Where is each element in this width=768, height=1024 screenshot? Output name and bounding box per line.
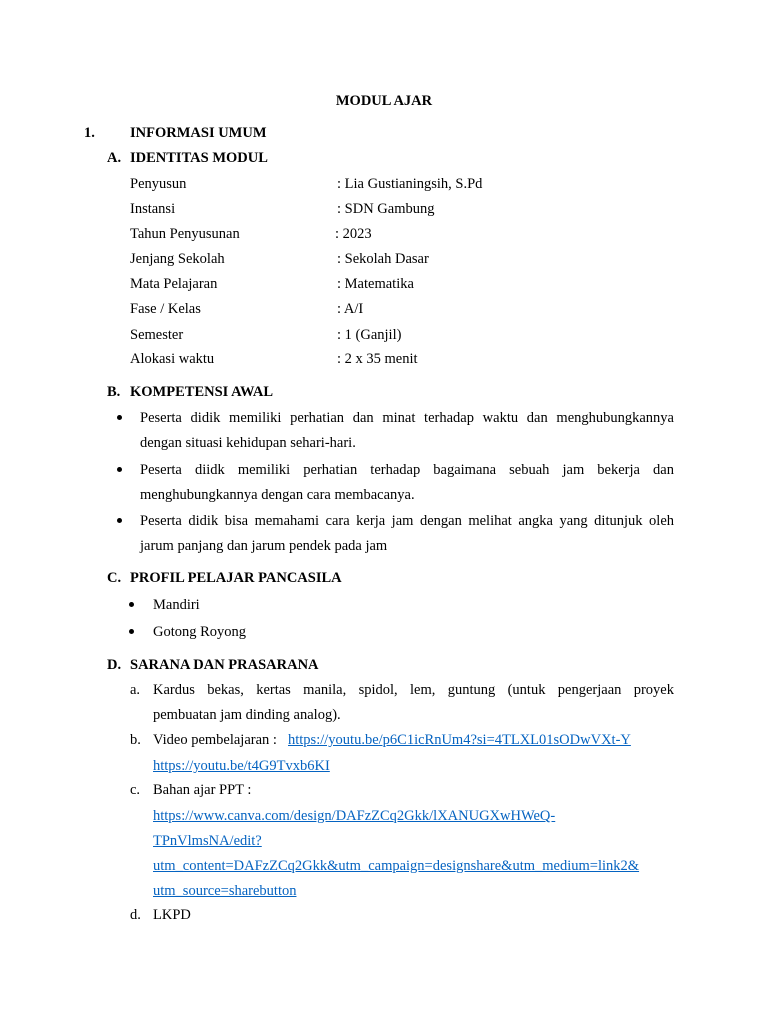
identity-value: : 2023: [335, 226, 372, 242]
list-item: Peserta didik memiliki perhatian dan minat terhadap waktu dan menghubungkannya: [140, 410, 674, 426]
identity-label: Penyusun: [130, 176, 187, 192]
section-c-title: PROFIL PELAJAR PANCASILA: [130, 570, 342, 586]
video-link-2[interactable]: https://youtu.be/t4G9Tvxb6KI: [153, 758, 330, 774]
identity-value: : Matematika: [337, 276, 414, 292]
list-item: Mandiri: [153, 597, 200, 613]
bullet-icon: [117, 518, 122, 523]
bullet-icon: [129, 602, 134, 607]
section-1-number: 1.: [84, 125, 95, 141]
section-d-title: SARANA DAN PRASARANA: [130, 657, 319, 673]
identity-label: Semester: [130, 327, 184, 343]
item-d-marker: d.: [130, 907, 141, 923]
item-a-text: Kardus bekas, kertas manila, spidol, lem, guntung (untuk pengerjaan proyek: [153, 682, 674, 698]
section-a-title: IDENTITAS MODUL: [130, 150, 268, 166]
identity-label: Fase / Kelas: [130, 301, 201, 317]
list-item: Peserta didik bisa memahami cara kerja jam dengan melihat angka yang ditunjuk oleh: [140, 513, 674, 529]
list-item: jarum panjang dan jarum pendek pada jam: [140, 538, 388, 554]
item-c-marker: c.: [130, 782, 141, 798]
identity-value: : A/I: [337, 301, 364, 317]
ppt-link-line-3[interactable]: utm_content=DAFzZCq2Gkk&utm_campaign=designshare&utm_medium=link2&: [153, 858, 640, 874]
section-c-marker: C.: [107, 570, 122, 586]
bullet-icon: [117, 467, 122, 472]
item-d-label: LKPD: [153, 907, 191, 923]
section-d-marker: D.: [107, 657, 122, 673]
item-b-marker: b.: [130, 732, 141, 748]
bullet-icon: [117, 415, 122, 420]
item-a-text-cont: pembuatan jam dinding analog).: [153, 707, 341, 723]
identity-value: : 1 (Ganjil): [337, 327, 402, 343]
section-a-marker: A.: [107, 150, 122, 166]
list-item: menghubungkannya dengan cara membacanya.: [140, 487, 415, 503]
identity-value: : 2 x 35 menit: [337, 351, 418, 367]
list-item: Peserta diidk memiliki perhatian terhadap bagaimana sebuah jam bekerja dan: [140, 462, 674, 478]
document-title: MODUL AJAR: [335, 93, 433, 109]
identity-label: Mata Pelajaran: [130, 276, 218, 292]
identity-value: : Lia Gustianingsih, S.Pd: [337, 176, 483, 192]
ppt-link-line-4[interactable]: utm_source=sharebutton: [153, 883, 297, 899]
ppt-link-line-1[interactable]: https://www.canva.com/design/DAFzZCq2Gkk/lXANUGXwHWeQ-: [153, 808, 556, 824]
identity-value: : Sekolah Dasar: [337, 251, 429, 267]
video-link-1[interactable]: https://youtu.be/p6C1icRnUm4?si=4TLXL01sODwVXt-Y: [288, 732, 631, 748]
list-item: dengan situasi kehidupan sehari-hari.: [140, 435, 356, 451]
item-c-label: Bahan ajar PPT :: [153, 782, 252, 798]
section-b-marker: B.: [107, 384, 121, 400]
section-b-title: KOMPETENSI AWAL: [130, 384, 274, 400]
bullet-icon: [129, 629, 134, 634]
list-item: Gotong Royong: [153, 624, 247, 640]
section-1-title: INFORMASI UMUM: [130, 125, 267, 141]
item-a-marker: a.: [130, 682, 141, 698]
identity-label: Instansi: [130, 201, 176, 217]
item-b-prefix: Video pembelajaran :: [153, 732, 277, 748]
identity-label: Jenjang Sekolah: [130, 251, 225, 267]
identity-label: Tahun Penyusunan: [130, 226, 240, 242]
identity-label: Alokasi waktu: [130, 351, 215, 367]
identity-value: : SDN Gambung: [337, 201, 435, 217]
ppt-link-line-2[interactable]: TPnVlmsNA/edit?: [153, 833, 262, 849]
